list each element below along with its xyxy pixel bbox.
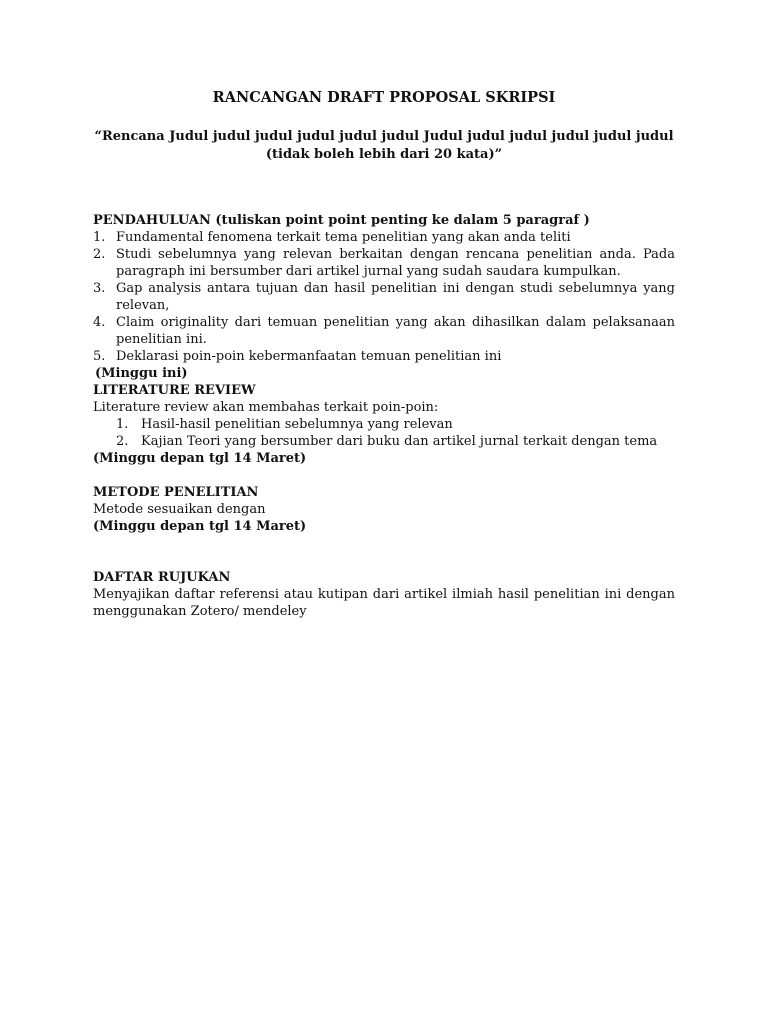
literature-heading: LITERATURE REVIEW [93, 383, 256, 398]
literature-list [93, 416, 675, 450]
list-item-number: 2. [93, 247, 106, 262]
list-item-text: Deklarasi poin-poin kebermanfaatan temuan penelitian ini [116, 349, 502, 364]
list-item-text: Studi sebelumnya yang relevan berkaitan dengan rencana penelitian anda. Pada paragraph ini bersumber dari artikel jurnal yang sudah saudara kumpulkan. [116, 247, 675, 279]
list-item-text: Claim originality dari temuan penelitian yang akan dihasilkan dalam pelaksanaan penelitian ini. [116, 315, 675, 347]
list-item-number: 3. [93, 281, 106, 296]
list-item [93, 433, 675, 450]
document-subtitle [93, 128, 675, 164]
document-body [93, 212, 675, 620]
literature-intro: Literature review akan membahas terkait poin-poin: [93, 400, 439, 415]
daftar-heading: DAFTAR RUJUKAN [93, 570, 231, 585]
subtitle-line-2: (tidak boleh lebih dari 20 kata)” [265, 147, 503, 162]
list-item [93, 246, 675, 280]
subtitle-line-1: “Rencana Judul judul judul judul judul judul Judul judul judul judul judul judul [94, 129, 674, 144]
document-page [93, 0, 675, 1024]
metode-heading: METODE PENELITIAN [93, 485, 259, 500]
list-item-text: Fundamental fenomena terkait tema penelitian yang akan anda teliti [116, 230, 571, 245]
list-item-text: Kajian Teori yang bersumber dari buku dan artikel jurnal terkait dengan tema [141, 434, 658, 449]
pendahuluan-heading: PENDAHULUAN (tuliskan point point penting ke dalam 5 paragraf ) [93, 213, 590, 228]
metode-deadline-note: (Minggu depan tgl 14 Maret) [93, 519, 307, 534]
list-item [93, 280, 675, 314]
pendahuluan-list [93, 229, 675, 365]
section-spacer [93, 467, 675, 484]
list-item-number: 5. [93, 349, 106, 364]
list-item-text: Gap analysis antara tujuan dan hasil penelitian ini dengan studi sebelumnya yang relevan, [116, 281, 675, 313]
list-item [93, 416, 675, 433]
list-item [93, 314, 675, 348]
list-item [93, 229, 675, 246]
literature-deadline-note: (Minggu depan tgl 14 Maret) [93, 451, 307, 466]
list-item-number: 1. [93, 230, 106, 245]
section-spacer [93, 535, 675, 569]
list-item-number: 1. [116, 417, 129, 432]
list-item-number: 2. [116, 434, 129, 449]
list-item-text: Hasil-hasil penelitian sebelumnya yang relevan [141, 417, 453, 432]
list-item [93, 348, 675, 365]
pendahuluan-deadline-note: (Minggu ini) [95, 366, 188, 381]
document-title: RANCANGAN DRAFT PROPOSAL SKRIPSI [212, 89, 556, 106]
metode-text: Metode sesuaikan dengan [93, 502, 266, 517]
list-item-number: 4. [93, 315, 106, 330]
daftar-text: Menyajikan daftar referensi atau kutipan dari artikel ilmiah hasil penelitian ini dengan menggunakan Zotero/ mendeley [93, 587, 675, 619]
